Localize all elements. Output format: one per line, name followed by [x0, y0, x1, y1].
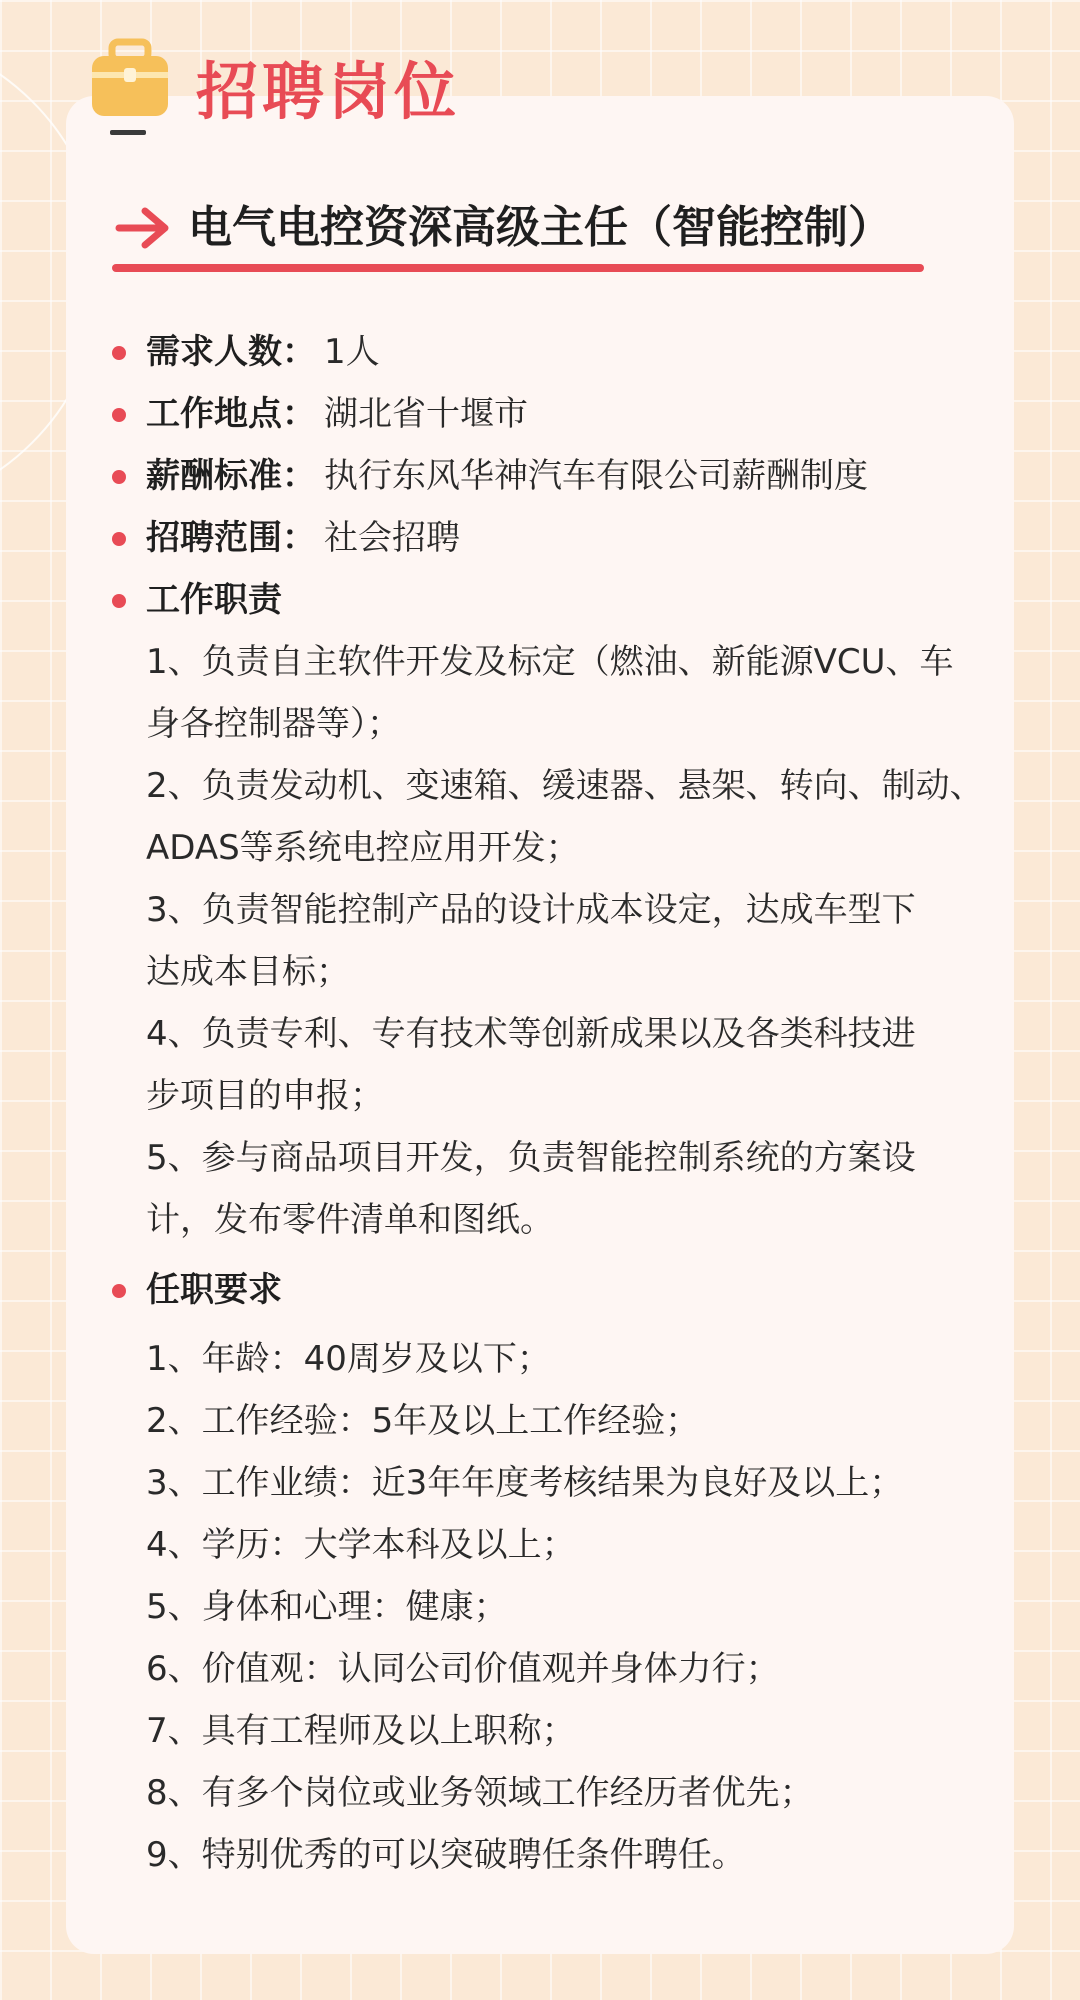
- requirement-line: 8、有多个岗位或业务领域工作经历者优先；: [146, 1773, 814, 1813]
- duty-line: 4、负责专利、专有技术等创新成果以及各类科技进: [146, 1014, 916, 1054]
- field-label: 招聘范围：: [146, 518, 316, 558]
- bullet-dot: [112, 1284, 126, 1298]
- duty-line: 2、负责发动机、变速箱、缓速器、悬架、转向、制动、: [146, 766, 984, 806]
- section-label: 任职要求: [146, 1270, 282, 1310]
- requirement-line: 1、年龄：40周岁及以下；: [146, 1339, 551, 1379]
- requirement-line: 6、价值观：认同公司价值观并身体力行；: [146, 1649, 780, 1689]
- requirement-line: 5、身体和心理：健康；: [146, 1587, 508, 1627]
- briefcase-icon: [90, 38, 170, 120]
- duty-line: 达成本目标；: [146, 952, 350, 992]
- job-title-underline: [112, 264, 924, 272]
- page-title: 招聘岗位: [196, 55, 461, 128]
- bullet-dot: [112, 408, 126, 422]
- requirement-line: 4、学历：大学本科及以上；: [146, 1525, 576, 1565]
- requirement-line: 2、工作经验：5年及以上工作经验；: [146, 1401, 700, 1441]
- requirement-line: 9、特别优秀的可以突破聘任条件聘任。: [146, 1835, 746, 1875]
- duty-line: 1、负责自主软件开发及标定（燃油、新能源VCU、车: [146, 642, 954, 682]
- job-title: 电气电控资深高级主任（智能控制）: [188, 202, 892, 253]
- header-icon-underline: [110, 130, 146, 135]
- field-value: 湖北省十堰市: [324, 394, 528, 434]
- bullet-dot: [112, 346, 126, 360]
- duty-line: ADAS等系统电控应用开发；: [146, 828, 580, 868]
- field-value: 社会招聘: [324, 518, 460, 558]
- bullet-dot: [112, 594, 126, 608]
- field-label: 薪酬标准：: [146, 456, 316, 496]
- duty-line: 身各控制器等）；: [146, 704, 401, 744]
- duty-line: 5、参与商品项目开发，负责智能控制系统的方案设: [146, 1138, 916, 1178]
- field-value: 执行东风华神汽车有限公司薪酬制度: [324, 456, 868, 496]
- duty-line: 3、负责智能控制产品的设计成本设定，达成车型下: [146, 890, 916, 930]
- section-label: 工作职责: [146, 580, 282, 620]
- field-label: 需求人数：: [146, 332, 316, 372]
- duty-line: 计，发布零件清单和图纸。: [146, 1200, 554, 1240]
- bullet-dot: [112, 470, 126, 484]
- duty-line: 步项目的申报；: [146, 1076, 384, 1116]
- field-value: 1人: [324, 332, 380, 372]
- bullet-dot: [112, 532, 126, 546]
- arrow-right-icon: [115, 205, 171, 251]
- field-label: 工作地点：: [146, 394, 316, 434]
- requirement-line: 3、工作业绩：近3年年度考核结果为良好及以上；: [146, 1463, 904, 1503]
- requirement-line: 7、具有工程师及以上职称；: [146, 1711, 576, 1751]
